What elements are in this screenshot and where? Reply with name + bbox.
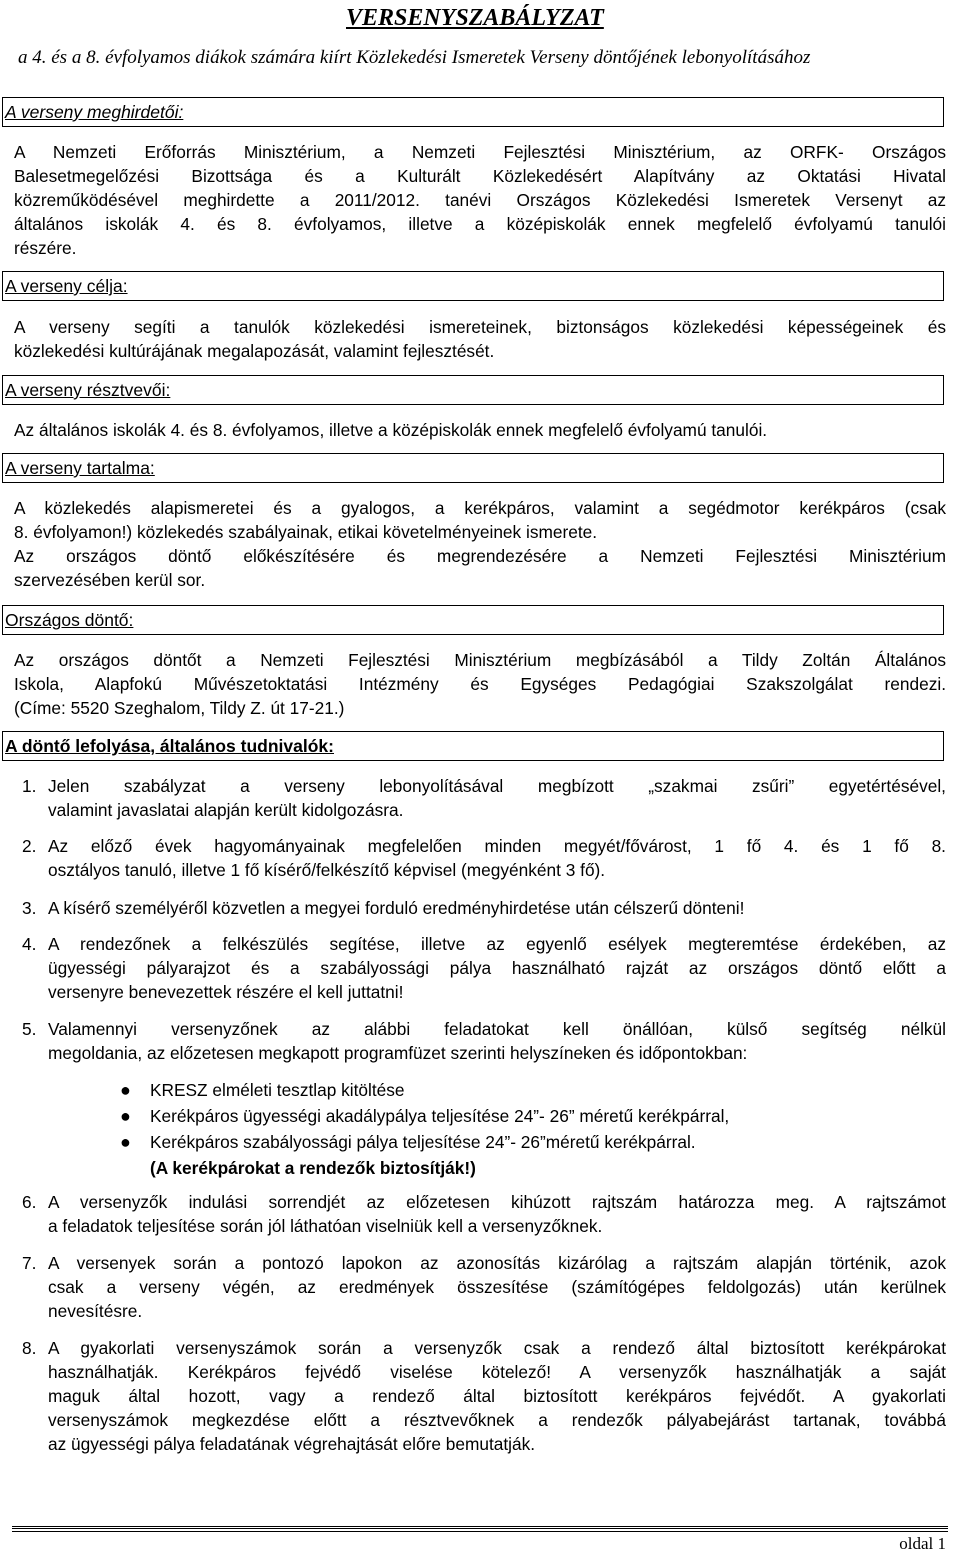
paragraph-tartalma: A közlekedés alapismeretei és a gyalogos, a kerékpáros, valamint a segédmotor kerékpáros (csak 8. évfolyamon!) közlekedés szabályainak, etikai követelményeinek ismerete. Az országos döntő előkészítésére és megrendezésére a Nemzeti Fejlesztési Minisztérium szervezésében kerül sor. (14, 498, 946, 590)
list-item: ● Kerékpáros szabályossági pálya teljesítése 24”- 26”méretű kerékpárral. (120, 1132, 696, 1152)
section-heading-hirdetoi: A verseny meghirdetői: (2, 97, 944, 127)
list-item: ● KRESZ elméleti tesztlap kitöltése (120, 1080, 405, 1100)
page-number: oldal 1 (899, 1534, 946, 1553)
paragraph-donto: Az országos döntőt a Nemzeti Fejlesztési Minisztérium megbízásából a Tildy Zoltán Általános Iskola, Alapfokú Művészetoktatási Intézmény és Egységes Pedagógiai Szakszolgálat rendezi. (Címe: 5520 Szeghalom, Tildy Z. út 17-21.) (14, 650, 946, 718)
list-item: ● Kerékpáros ügyességi akadálypálya teljesítése 24”- 26” méretű kerékpárral, (120, 1106, 730, 1126)
paragraph-celja: A verseny segíti a tanulók közlekedési ismereteinek, biztonságos közlekedési képességeinek és közlekedési kultúrájának megalapozását, valamint fejlesztését. (14, 317, 946, 361)
section-heading-lefolyas: A döntő lefolyása, általános tudnivalók: (2, 731, 944, 761)
section-heading-celja: A verseny célja: (2, 271, 944, 301)
document-subtitle: a 4. és a 8. évfolyamos diákok számára kiírt Közlekedési Ismeretek Verseny döntőjének lebonyolításához (18, 47, 811, 68)
task-bullet-list (12, 1078, 946, 1182)
footer-divider (12, 1526, 948, 1529)
section-heading-resztvevoi: A verseny résztvevői: (2, 375, 944, 405)
bullet-icon: ● (120, 1080, 131, 1100)
document-title: VERSENYSZABÁLYZAT (346, 5, 604, 31)
paragraph-resztvevoi: Az általános iskolák 4. és 8. évfolyamos, illetve a középiskolák ennek megfelelő évfolyamú tanulói. (14, 420, 768, 440)
footer-divider-thin (12, 1531, 948, 1532)
paragraph-hirdetoi: A Nemzeti Erőforrás Minisztérium, a Nemzeti Fejlesztési Minisztérium, az ORFK- Országos Balesetmegelőzési Bizottsága és a Kulturált Közlekedésért Alapítvány az Oktatási Hivatal közreműködésével meghirdette a 2011/2012. tanévi Országos Közlekedési Ismeretek Versenyt az általános iskolák 4. és 8. évfolyamos, illetve a középiskolák ennek megfelelő évfolyamú tanulói részére. (14, 142, 946, 258)
section-heading-donto: Országos döntő: (2, 605, 944, 635)
list-item-note: (A kerékpárokat a rendezők biztosítják!) (150, 1158, 476, 1178)
section-heading-tartalma: A verseny tartalma: (2, 453, 944, 483)
bullet-icon: ● (120, 1132, 131, 1152)
bullet-icon: ● (120, 1106, 131, 1126)
